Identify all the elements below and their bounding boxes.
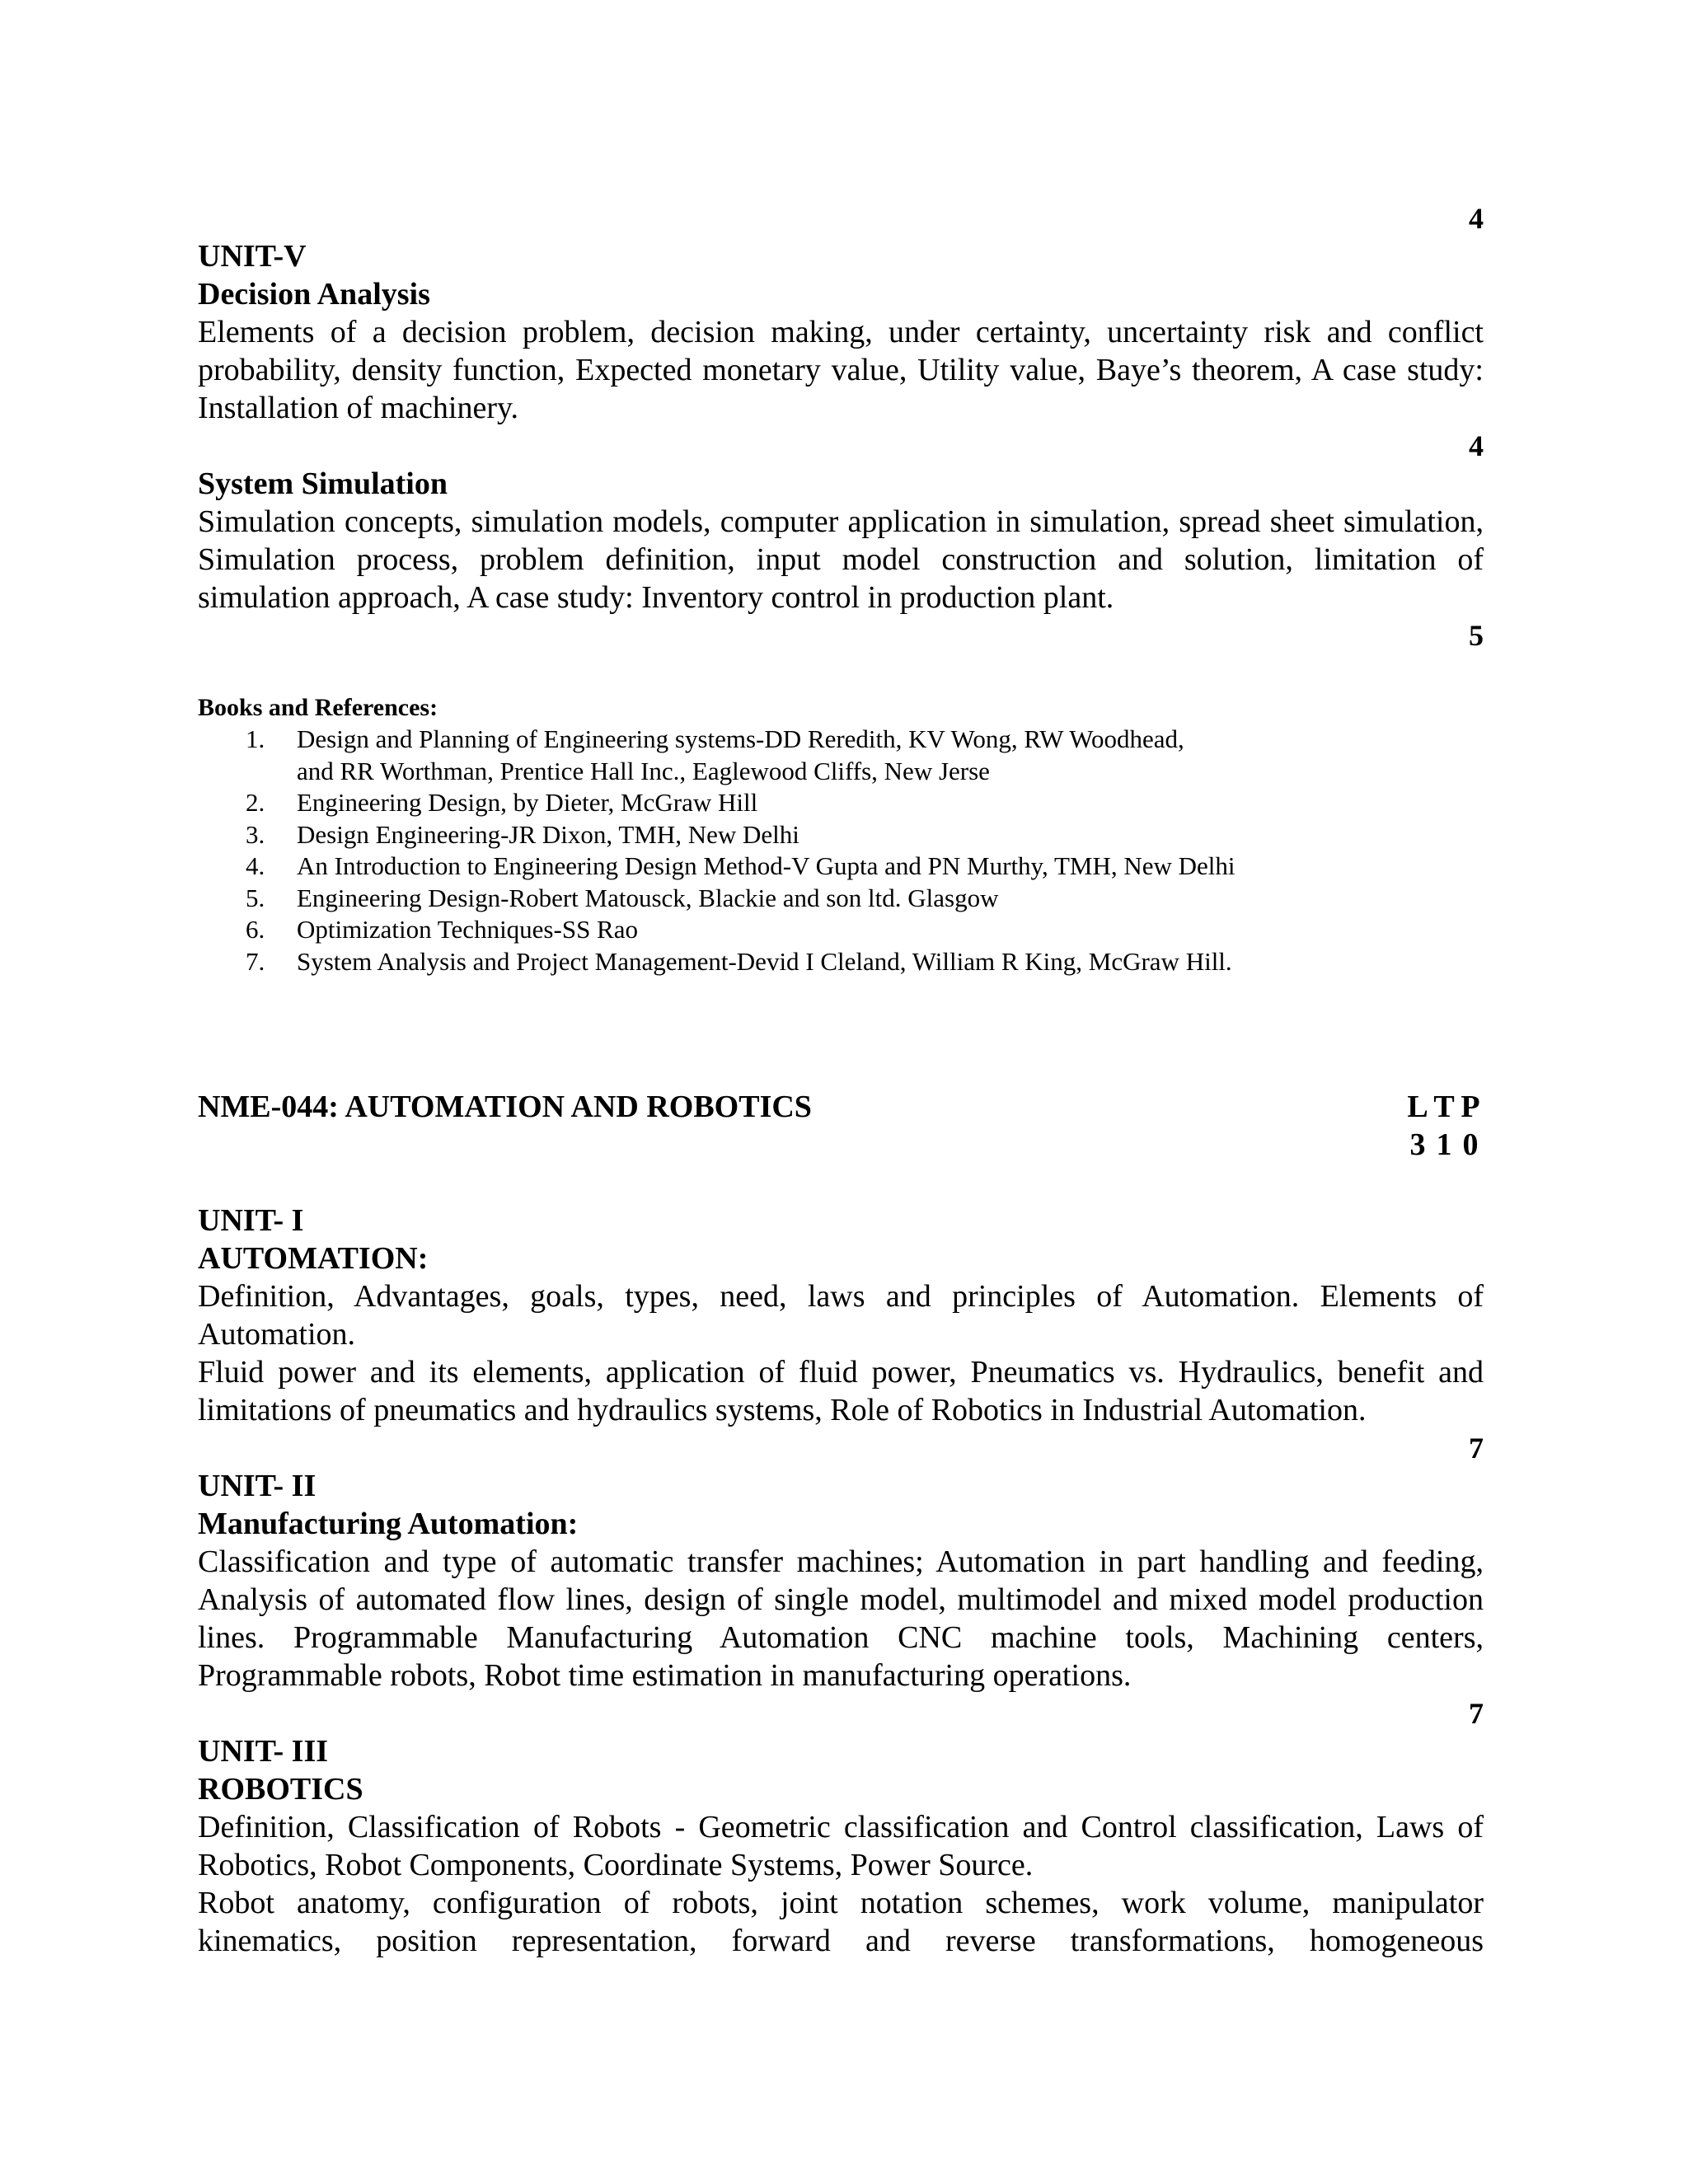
robotics-text-2: Robot anatomy, configuration of robots, joint notation schemes, work volume, manipulator kinematics, position representation, forward and reverse transformations, homogeneous xyxy=(198,1886,1484,1958)
reference-text-cont: and RR Worthman, Prentice Hall Inc., Eaglewood Cliffs, New Jerse xyxy=(297,756,990,785)
manufacturing-automation-heading: Manufacturing Automation: xyxy=(198,1507,579,1541)
unit-v-hours-top: 4 xyxy=(1469,202,1484,235)
list-item xyxy=(198,883,1484,915)
course-title: NME-044: AUTOMATION AND ROBOTICS xyxy=(198,1090,812,1124)
ltp-labels xyxy=(1404,1088,1484,1126)
reference-number: 4. xyxy=(246,851,265,880)
reference-number: 3. xyxy=(246,819,265,849)
reference-number: 5. xyxy=(246,883,265,912)
system-simulation-hours: 5 xyxy=(1469,619,1484,652)
reference-text: Design Engineering-JR Dixon, TMH, New Delhi xyxy=(297,819,799,849)
list-item xyxy=(198,851,1484,883)
reference-number: 6. xyxy=(246,915,265,944)
references-list xyxy=(198,724,1484,977)
decision-analysis-heading: Decision Analysis xyxy=(198,277,430,312)
ltp-value-t: 1 xyxy=(1436,1127,1452,1162)
system-simulation-heading: System Simulation xyxy=(198,466,448,501)
reference-text: Engineering Design-Robert Matousck, Blackie and son ltd. Glasgow xyxy=(297,883,999,912)
unit-i-hours: 7 xyxy=(1469,1432,1484,1465)
ltp-label-p: P xyxy=(1461,1090,1480,1124)
list-item xyxy=(198,819,1484,851)
reference-number: 7. xyxy=(246,946,265,976)
unit-ii-label: UNIT- II xyxy=(198,1469,316,1503)
reference-text: Engineering Design, by Dieter, McGraw Hill xyxy=(297,788,758,817)
reference-number: 1. xyxy=(246,724,265,753)
robotics-text-1: Definition, Classification of Robots - Geometric classification and Control classification, Laws of Robotics, Robot Components, Coordinate Systems, Power Source. xyxy=(198,1810,1484,1882)
reference-text: System Analysis and Project Management-Devid I Cleland, William R King, McGraw Hill. xyxy=(297,946,1232,976)
automation-text-2: Fluid power and its elements, application of fluid power, Pneumatics vs. Hydraulics, benefit and limitations of pneumatics and hydraulics systems, Role of Robotics in Industrial Automation. xyxy=(198,1355,1484,1427)
robotics-heading: ROBOTICS xyxy=(198,1772,363,1807)
reference-number: 2. xyxy=(246,788,265,817)
decision-analysis-hours: 4 xyxy=(1469,429,1484,462)
ltp-label-t: T xyxy=(1433,1090,1455,1124)
reference-text: Design and Planning of Engineering systems-DD Reredith, KV Wong, RW Woodhead, xyxy=(297,724,1184,753)
decision-analysis-text: Elements of a decision problem, decision making, under certainty, uncertainty risk and conflict probability, density function, Expected monetary value, Utility value, Baye’s theorem, A case study: Installation of machinery. xyxy=(198,315,1484,425)
ltp-values xyxy=(1404,1126,1484,1164)
unit-ii-hours: 7 xyxy=(1469,1697,1484,1730)
list-item xyxy=(198,787,1484,819)
unit-i-label: UNIT- I xyxy=(198,1203,304,1238)
manufacturing-automation-text: Classification and type of automatic transfer machines; Automation in part handling and feeding, Analysis of automated flow lines, design of single model, multimodel and mixed model production lines. Programmable Manufacturing Automation CNC machine tools, Machining centers, Programmable robots, Robot time estimation in manufacturing operations. xyxy=(198,1544,1484,1693)
automation-text-1: Definition, Advantages, goals, types, need, laws and principles of Automation. Elements of Automation. xyxy=(198,1279,1484,1352)
system-simulation-text: Simulation concepts, simulation models, computer application in simulation, spread sheet simulation, Simulation process, problem definition, input model construction and solution, limitation of simulation approach, A case study: Inventory control in production plant. xyxy=(198,504,1484,615)
unit-v-label: UNIT-V xyxy=(198,239,307,274)
ltp-label-l: L xyxy=(1407,1090,1428,1124)
references-title: Books and References: xyxy=(198,694,438,721)
unit-iii-label: UNIT- III xyxy=(198,1734,329,1769)
ltp-value-l: 3 xyxy=(1409,1127,1426,1162)
list-item xyxy=(198,724,1484,787)
reference-text: An Introduction to Engineering Design Method-V Gupta and PN Murthy, TMH, New Delhi xyxy=(297,851,1236,880)
list-item xyxy=(198,946,1484,978)
reference-text: Optimization Techniques-SS Rao xyxy=(297,915,638,944)
automation-heading: AUTOMATION: xyxy=(198,1241,429,1276)
document-page xyxy=(198,0,1484,2184)
list-item xyxy=(198,914,1484,946)
ltp-value-p: 0 xyxy=(1462,1127,1479,1162)
